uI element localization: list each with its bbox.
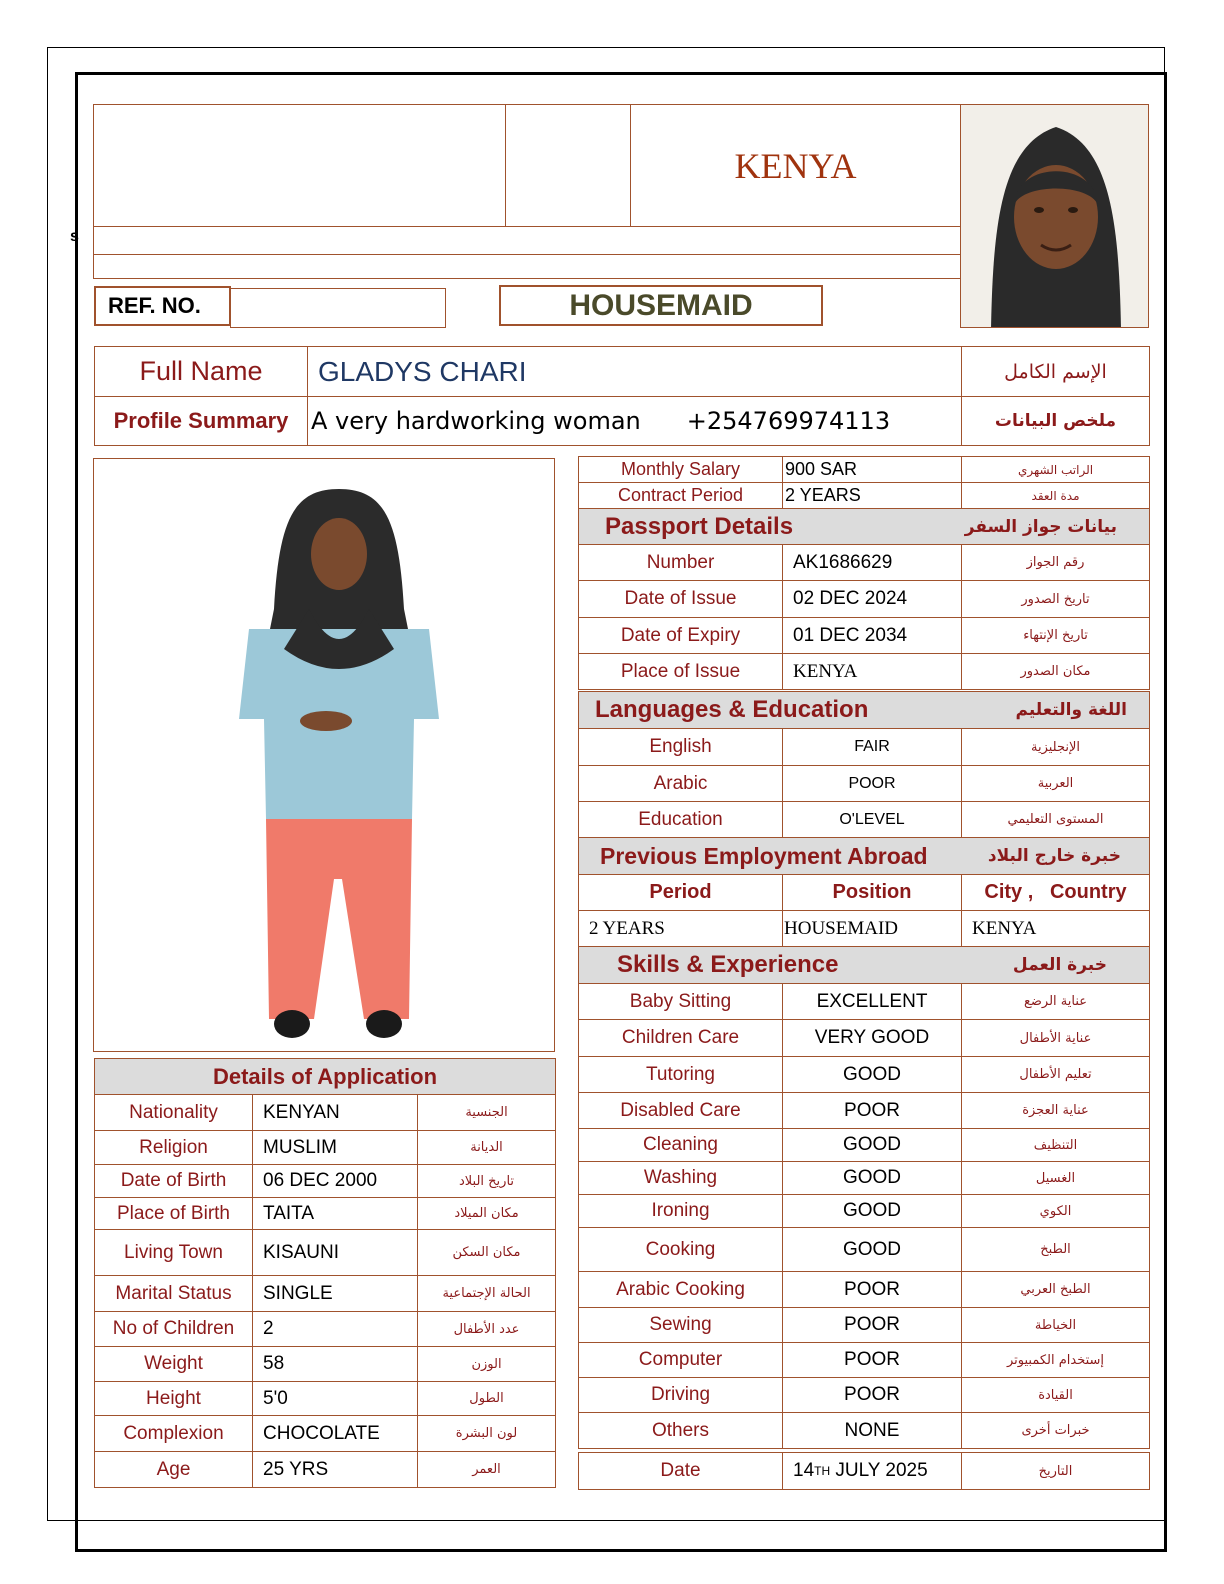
skills-row-label-cell <box>578 1161 783 1195</box>
application-row-value-cell <box>252 1311 418 1347</box>
application-row-ar: لون البشرة <box>455 1426 518 1441</box>
skills-row-ar-cell <box>961 1307 1150 1343</box>
employment-position: HOUSEMAID <box>784 917 898 939</box>
skills-row-ar: عناية الأطفال <box>1019 1030 1092 1046</box>
passport-title: Passport Details <box>605 512 794 540</box>
date-label-cell <box>578 1452 783 1490</box>
passport-row-ar: تاريخ الصدور <box>1021 591 1090 607</box>
application-row-label-cell <box>94 1130 253 1165</box>
application-row-value: MUSLIM <box>263 1136 337 1158</box>
passport-row-value: AK1686629 <box>793 551 893 573</box>
skills-row-label: Tutoring <box>646 1063 715 1085</box>
application-row-ar: عدد الأطفال <box>453 1321 520 1337</box>
skills-row-value-cell <box>782 983 962 1020</box>
application-row-label-cell <box>94 1415 253 1452</box>
position-box <box>499 285 823 326</box>
passport-row-label: Number <box>646 551 715 573</box>
full-name-cell <box>307 346 962 397</box>
passport-row-label-cell <box>578 544 783 581</box>
skills-row-value-cell <box>782 1092 962 1129</box>
skills-row-ar-cell <box>961 1377 1150 1413</box>
application-row-value: CHOCOLATE <box>263 1422 380 1444</box>
application-header <box>94 1058 556 1095</box>
skills-row-ar-cell <box>961 1019 1150 1057</box>
skills-row-label-cell <box>578 1194 783 1228</box>
application-row-value-cell <box>252 1451 418 1488</box>
application-row-label-cell <box>94 1275 253 1312</box>
profile-cell <box>307 396 962 446</box>
passport-header <box>578 508 1150 545</box>
contract-value: 900 SAR <box>785 459 858 479</box>
passport-row-label-cell <box>578 580 783 618</box>
application-row-ar: مكان الميلاد <box>454 1206 519 1221</box>
skills-row-label-cell <box>578 1056 783 1093</box>
skills-row-value-cell <box>782 1019 962 1057</box>
header-row-2 <box>93 254 961 279</box>
languages-row-label-cell <box>578 765 783 802</box>
skills-row-ar-cell <box>961 1161 1150 1195</box>
skills-row-value: POOR <box>844 1278 900 1300</box>
skills-row-label: Cooking <box>645 1238 716 1260</box>
skills-row-ar-cell <box>961 983 1150 1020</box>
skills-row-label: Children Care <box>621 1027 740 1048</box>
skills-row-ar-cell <box>961 1128 1150 1162</box>
skills-row-label: Arabic Cooking <box>616 1278 745 1300</box>
skills-row-label: Cleaning <box>643 1134 718 1155</box>
skills-row-value-cell <box>782 1227 962 1272</box>
skills-title: Skills & Experience <box>617 951 839 978</box>
application-row-ar-cell <box>417 1164 556 1198</box>
application-row-ar: الجنسية <box>465 1105 508 1120</box>
employment-title: Previous Employment Abroad <box>600 842 928 869</box>
date-ar: التاريخ <box>1038 1463 1073 1479</box>
skills-row-value: POOR <box>844 1384 900 1405</box>
application-row-value-cell <box>252 1229 418 1276</box>
application-row-label: Height <box>146 1387 201 1409</box>
languages-row-ar-cell <box>961 765 1150 802</box>
contract-value: 2 YEARS <box>785 485 861 505</box>
contract-label-cell <box>578 482 783 509</box>
skills-row-ar: الخياطة <box>1034 1317 1077 1333</box>
skills-row-value: GOOD <box>842 1167 902 1188</box>
skills-row-label: Ironing <box>651 1200 710 1221</box>
passport-row-ar: رقم الجواز <box>1026 555 1085 570</box>
skills-row-label: Disabled Care <box>620 1099 741 1121</box>
application-row-value-cell <box>252 1164 418 1198</box>
application-row-label: Date of Birth <box>120 1170 227 1191</box>
skills-row-ar: تعليم الأطفال <box>1019 1067 1092 1082</box>
skills-row-label-cell <box>578 1307 783 1343</box>
contract-ar: مدة العقد <box>1031 488 1080 503</box>
application-row-label-cell <box>94 1381 253 1416</box>
application-row-label: Nationality <box>129 1101 218 1123</box>
application-row-label-cell <box>94 1311 253 1347</box>
skills-row-value: EXCELLENT <box>816 990 928 1012</box>
skills-row-value-cell <box>782 1056 962 1093</box>
application-row-value: SINGLE <box>263 1282 333 1304</box>
position-title: HOUSEMAID <box>569 288 753 322</box>
languages-row-ar: العربية <box>1037 776 1074 791</box>
application-row-value: 06 DEC 2000 <box>263 1170 378 1191</box>
header-box-middle <box>505 104 631 227</box>
application-row-label-cell <box>94 1094 253 1131</box>
employment-country-cell <box>961 910 1150 947</box>
languages-row-value-cell <box>782 801 962 838</box>
full-name-ar: الإسم الكامل <box>1004 360 1107 383</box>
header-row-1 <box>93 226 961 255</box>
languages-title-ar: اللغة والتعليم <box>1015 700 1127 720</box>
application-row-ar-cell <box>417 1130 556 1165</box>
languages-row-label: Arabic <box>653 772 708 794</box>
contract-ar-cell <box>961 456 1150 483</box>
skills-row-value-cell <box>782 1161 962 1195</box>
application-row-label: Complexion <box>123 1422 224 1444</box>
application-row-ar-cell <box>417 1346 556 1382</box>
application-row-value: 5'0 <box>263 1387 288 1409</box>
skills-row-value: POOR <box>844 1099 900 1121</box>
full-name-ar-cell <box>961 346 1150 397</box>
languages-row-value-cell <box>782 765 962 802</box>
languages-row-ar: الإنجليزية <box>1030 739 1081 755</box>
skills-row-label-cell <box>578 1412 783 1449</box>
application-row-value-cell <box>252 1415 418 1452</box>
application-row-label-cell <box>94 1346 253 1382</box>
employment-header <box>578 837 1150 875</box>
application-row-value: TAITA <box>263 1202 315 1224</box>
skills-row-ar-cell <box>961 1412 1150 1449</box>
languages-row-label-cell <box>578 801 783 838</box>
skills-title-ar: خبرة العمل <box>1012 955 1107 975</box>
languages-row-value: FAIR <box>854 738 890 755</box>
employment-period: 2 YEARS <box>589 917 665 939</box>
skills-row-label-cell <box>578 1377 783 1413</box>
skills-row-label-cell <box>578 1227 783 1272</box>
skills-row-value: GOOD <box>842 1134 902 1155</box>
contract-ar: الراتب الشهري <box>1017 462 1094 477</box>
passport-row-ar: تاريخ الإنتهاء <box>1023 628 1088 643</box>
skills-row-label: Others <box>651 1419 710 1441</box>
date-sup: TH <box>814 1464 831 1478</box>
application-row-ar-cell <box>417 1197 556 1230</box>
languages-row-ar-cell <box>961 801 1150 838</box>
skills-row-value: POOR <box>844 1314 900 1335</box>
profile-label: Profile Summary <box>113 408 289 433</box>
passport-row-value-cell <box>782 544 962 581</box>
passport-row-value-cell <box>782 617 962 654</box>
skills-row-ar-cell <box>961 1342 1150 1378</box>
application-row-value-cell <box>252 1094 418 1131</box>
application-row-ar-cell <box>417 1094 556 1131</box>
employment-col-city <box>961 874 1150 911</box>
skills-header <box>578 946 1150 984</box>
passport-row-label-cell <box>578 617 783 654</box>
header-box-left <box>93 104 506 227</box>
full-name-label: Full Name <box>139 356 263 386</box>
skills-row-value-cell <box>782 1128 962 1162</box>
country-box <box>630 104 961 227</box>
passport-row-ar-cell <box>961 617 1150 654</box>
languages-row-label-cell <box>578 728 783 766</box>
passport-row-label: Date of Issue <box>624 588 737 609</box>
skills-row-label-cell <box>578 983 783 1020</box>
employment-position-cell <box>782 910 962 947</box>
application-row-label: Marital Status <box>115 1282 232 1304</box>
skills-row-value: GOOD <box>842 1063 902 1085</box>
application-row-ar-cell <box>417 1451 556 1488</box>
profile-label-cell <box>94 396 308 446</box>
languages-row-value: O'LEVEL <box>839 810 905 828</box>
skills-row-label: Driving <box>650 1384 711 1405</box>
passport-row-value: 01 DEC 2034 <box>793 624 908 646</box>
skills-row-value: POOR <box>844 1349 900 1370</box>
application-row-ar-cell <box>417 1415 556 1452</box>
application-row-label-cell <box>94 1197 253 1230</box>
application-row-value: 2 <box>263 1318 274 1339</box>
application-row-ar-cell <box>417 1275 556 1312</box>
contract-label-cell <box>578 456 783 483</box>
skills-row-label: Washing <box>643 1167 718 1188</box>
languages-row-ar-cell <box>961 728 1150 766</box>
skills-row-value: VERY GOOD <box>814 1027 930 1048</box>
passport-row-value: 02 DEC 2024 <box>793 588 908 609</box>
skills-row-value: GOOD <box>842 1238 902 1260</box>
date-ar-cell <box>961 1452 1150 1490</box>
col-position-label: Position <box>832 881 912 903</box>
languages-row-value-cell <box>782 728 962 766</box>
employment-col-period <box>578 874 783 911</box>
application-row-value-cell <box>252 1130 418 1165</box>
skills-row-value: GOOD <box>842 1200 902 1221</box>
application-row-label-cell <box>94 1164 253 1198</box>
skills-row-value-cell <box>782 1342 962 1378</box>
skills-row-ar-cell <box>961 1271 1150 1308</box>
languages-row-label: English <box>649 736 712 757</box>
contract-label: Contract Period <box>617 485 744 505</box>
profile-ar: ملخص البيانات <box>994 411 1117 431</box>
skills-row-ar-cell <box>961 1092 1150 1129</box>
date-value-cell <box>782 1452 962 1490</box>
skills-row-label-cell <box>578 1128 783 1162</box>
passport-row-ar: مكان الصدور <box>1020 664 1091 679</box>
skills-row-ar: الطبخ <box>1040 1242 1071 1257</box>
contract-label: Monthly Salary <box>620 459 741 479</box>
application-title: Details of Application <box>212 1063 438 1089</box>
skills-row-value-cell <box>782 1412 962 1449</box>
skills-row-ar-cell <box>961 1227 1150 1272</box>
date-day: 14 <box>793 1460 815 1481</box>
skills-row-ar: الكوي <box>1039 1203 1072 1219</box>
application-row-value-cell <box>252 1346 418 1382</box>
passport-row-ar-cell <box>961 653 1150 690</box>
ref-no-label: REF. NO. <box>108 293 201 318</box>
headshot-photo <box>960 104 1149 328</box>
passport-row-label: Date of Expiry <box>620 624 741 646</box>
contract-value-cell <box>782 482 962 509</box>
passport-row-label-cell <box>578 653 783 690</box>
skills-row-ar: الغسيل <box>1035 1170 1076 1186</box>
skills-row-ar: عناية العجزة <box>1022 1103 1089 1118</box>
languages-header <box>578 691 1150 729</box>
application-row-label: Place of Birth <box>117 1202 230 1224</box>
employment-title-ar: خبرة خارج البلاد <box>987 846 1121 866</box>
languages-row-value: POOR <box>848 774 896 792</box>
date-rest: JULY 2025 <box>830 1460 928 1481</box>
languages-title: Languages & Education <box>595 696 869 723</box>
skills-row-ar: التنظيف <box>1033 1137 1078 1153</box>
application-row-ar: الديانة <box>470 1140 503 1155</box>
full-name-value: GLADYS CHARI <box>318 355 527 387</box>
profile-ar-cell <box>961 396 1150 446</box>
application-row-ar: مكان السكن <box>452 1245 521 1260</box>
skills-row-value: NONE <box>844 1419 900 1441</box>
skills-row-label-cell <box>578 1019 783 1057</box>
passport-title-ar: بيانات جواز السفر <box>964 516 1117 537</box>
application-row-value: 58 <box>263 1353 285 1374</box>
application-row-ar-cell <box>417 1311 556 1347</box>
ref-no-field <box>230 288 446 328</box>
application-row-ar-cell <box>417 1229 556 1276</box>
col-period-label: Period <box>649 881 712 903</box>
skills-row-label: Computer <box>638 1349 723 1370</box>
employment-period-cell <box>578 910 783 947</box>
skills-row-ar-cell <box>961 1056 1150 1093</box>
languages-row-ar: المستوى التعليمي <box>1007 812 1104 827</box>
application-row-value-cell <box>252 1197 418 1230</box>
skills-row-value-cell <box>782 1271 962 1308</box>
skills-row-label: Sewing <box>649 1314 712 1335</box>
skills-row-value-cell <box>782 1307 962 1343</box>
passport-row-value: KENYA <box>793 660 858 682</box>
skills-row-ar-cell <box>961 1194 1150 1228</box>
application-row-label: Religion <box>139 1136 208 1158</box>
employment-country: KENYA <box>972 917 1037 939</box>
margin-mark: s <box>70 228 79 245</box>
application-row-label-cell <box>94 1451 253 1488</box>
skills-row-label-cell <box>578 1271 783 1308</box>
skills-row-value-cell <box>782 1194 962 1228</box>
application-row-label-cell <box>94 1229 253 1276</box>
contract-ar-cell <box>961 482 1150 509</box>
application-row-label: Age <box>156 1458 191 1480</box>
skills-row-ar: الطبخ العربي <box>1020 1282 1091 1297</box>
skills-row-ar: خبرات أخرى <box>1021 1423 1090 1438</box>
phone-number: +254769974113 <box>686 407 891 435</box>
application-row-value: KENYAN <box>263 1101 340 1123</box>
application-row-label: Weight <box>144 1353 203 1374</box>
application-row-value: 25 YRS <box>263 1458 329 1480</box>
skills-row-label-cell <box>578 1342 783 1378</box>
languages-row-label: Education <box>638 808 723 830</box>
full-body-photo <box>93 458 555 1052</box>
col-city-label: City , Country <box>984 881 1127 903</box>
application-row-ar-cell <box>417 1381 556 1416</box>
date-label: Date <box>660 1460 701 1481</box>
skills-row-ar: عناية الرضع <box>1023 994 1088 1009</box>
employment-col-position <box>782 874 962 911</box>
skills-row-ar: إستخدام الكمبيوتر <box>1006 1352 1105 1368</box>
passport-row-value-cell <box>782 580 962 618</box>
application-row-value-cell <box>252 1275 418 1312</box>
passport-row-label: Place of Issue <box>620 660 741 682</box>
skills-row-ar: القيادة <box>1038 1387 1073 1403</box>
full-name-label-cell <box>94 346 308 397</box>
application-row-ar: تاريخ البلاد <box>458 1173 515 1189</box>
contract-value-cell <box>782 456 962 483</box>
application-row-label: Living Town <box>124 1241 223 1263</box>
application-row-value-cell <box>252 1381 418 1416</box>
skills-row-label-cell <box>578 1092 783 1129</box>
application-row-ar: العمر <box>472 1462 501 1477</box>
profile-text: A very hardworking woman <box>311 407 641 435</box>
ref-no-label-box <box>94 286 231 326</box>
application-row-value: KISAUNI <box>263 1241 340 1263</box>
application-row-ar: الطول <box>469 1391 504 1406</box>
country-title: KENYA <box>734 145 857 186</box>
passport-row-value-cell <box>782 653 962 690</box>
passport-row-ar-cell <box>961 580 1150 618</box>
application-row-ar: الوزن <box>471 1356 502 1372</box>
skills-row-value-cell <box>782 1377 962 1413</box>
application-row-label: No of Children <box>112 1318 235 1339</box>
skills-row-label: Baby Sitting <box>629 990 732 1012</box>
application-row-ar: الحالة الإجتماعية <box>442 1286 531 1301</box>
passport-row-ar-cell <box>961 544 1150 581</box>
